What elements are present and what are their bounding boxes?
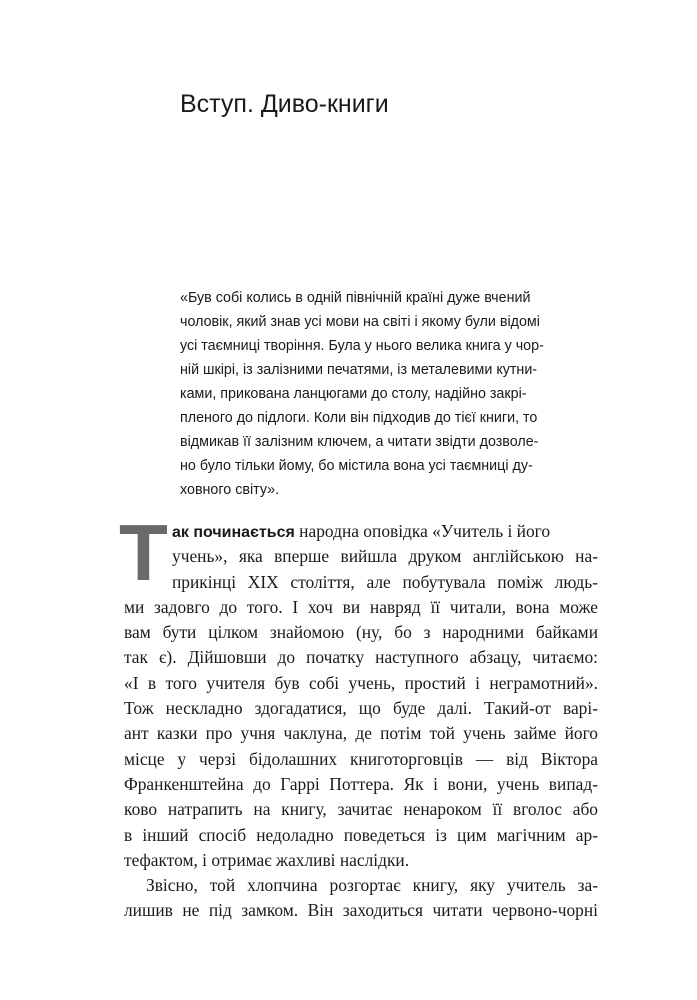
body-line: тефактом, і отримає жахливі наслідки. (124, 849, 410, 870)
body-line: Звісно, той хлопчина розгортає книгу, яку учитель за- (146, 875, 598, 896)
epigraph-line: відмикав її залізним ключем, а читати звідти дозволе- (180, 434, 539, 450)
body-line: ми задовго до того. І хоч ви навряд її читали, вона може (124, 596, 598, 617)
epigraph-line: пленого до підлоги. Коли він підходив до тієї книги, то (180, 410, 538, 426)
body-line: ково натрапить на книгу, зачитає ненароком її вголос або (124, 799, 598, 820)
body-text (124, 519, 598, 924)
body-line: «І в того учителя був собі учень, простий і неграмотний». (124, 672, 598, 693)
epigraph-line: ховного світу». (180, 482, 280, 498)
epigraph-line: «Був собі колись в одній північній країні дуже вчений (180, 290, 531, 306)
body-line: учень», яка вперше вийшла друком англійською на- (172, 546, 598, 567)
body-line: прикінці XIX століття, але побутувала поміж людь- (172, 571, 598, 592)
epigraph-line: ній шкірі, із залізними печатями, із металевими кутни- (180, 362, 538, 378)
body-line: місце у черзі бідолашних книготорговців — від Віктора (124, 748, 598, 769)
epigraph-line: но було тільки йому, бо містила вона усі таємниці ду- (180, 458, 533, 474)
drop-cap: Т (119, 508, 168, 597)
epigraph-line: усі таємниці творіння. Була у нього велика книга у чор- (180, 338, 544, 354)
body-line: в інший спосіб недоладно поведеться із цим магічним ар- (124, 824, 598, 845)
first-line-rest: народна оповідка «Учитель і його (294, 521, 551, 541)
body-first-line (124, 519, 598, 544)
epigraph (180, 286, 600, 502)
epigraph-line: ками, прикована ланцюгами до столу, надійно закрі- (180, 386, 527, 402)
body-line: вам бути цілком знайомою (ну, бо з народними байками (124, 622, 598, 643)
body-line: лишив не під замком. Він заходиться читати червоно-чорні (124, 900, 598, 921)
chapter-title: Вступ. Диво-книги (180, 90, 389, 118)
body-line: Тож нескладно здогадатися, що буде далі. Такий-от варі- (124, 698, 598, 719)
body-line: ант казки про учня чаклуна, де потім той учень займе його (124, 723, 598, 744)
body-line: Франкенштейна до Гаррі Поттера. Як і вони, учень випад- (124, 773, 598, 794)
epigraph-line: чоловік, який знав усі мови на світі і якому були відомі (180, 314, 540, 330)
body-line: так є). Дійшовши до початку наступного абзацу, читаємо: (124, 647, 598, 668)
lead-in: ак починається (172, 524, 295, 541)
